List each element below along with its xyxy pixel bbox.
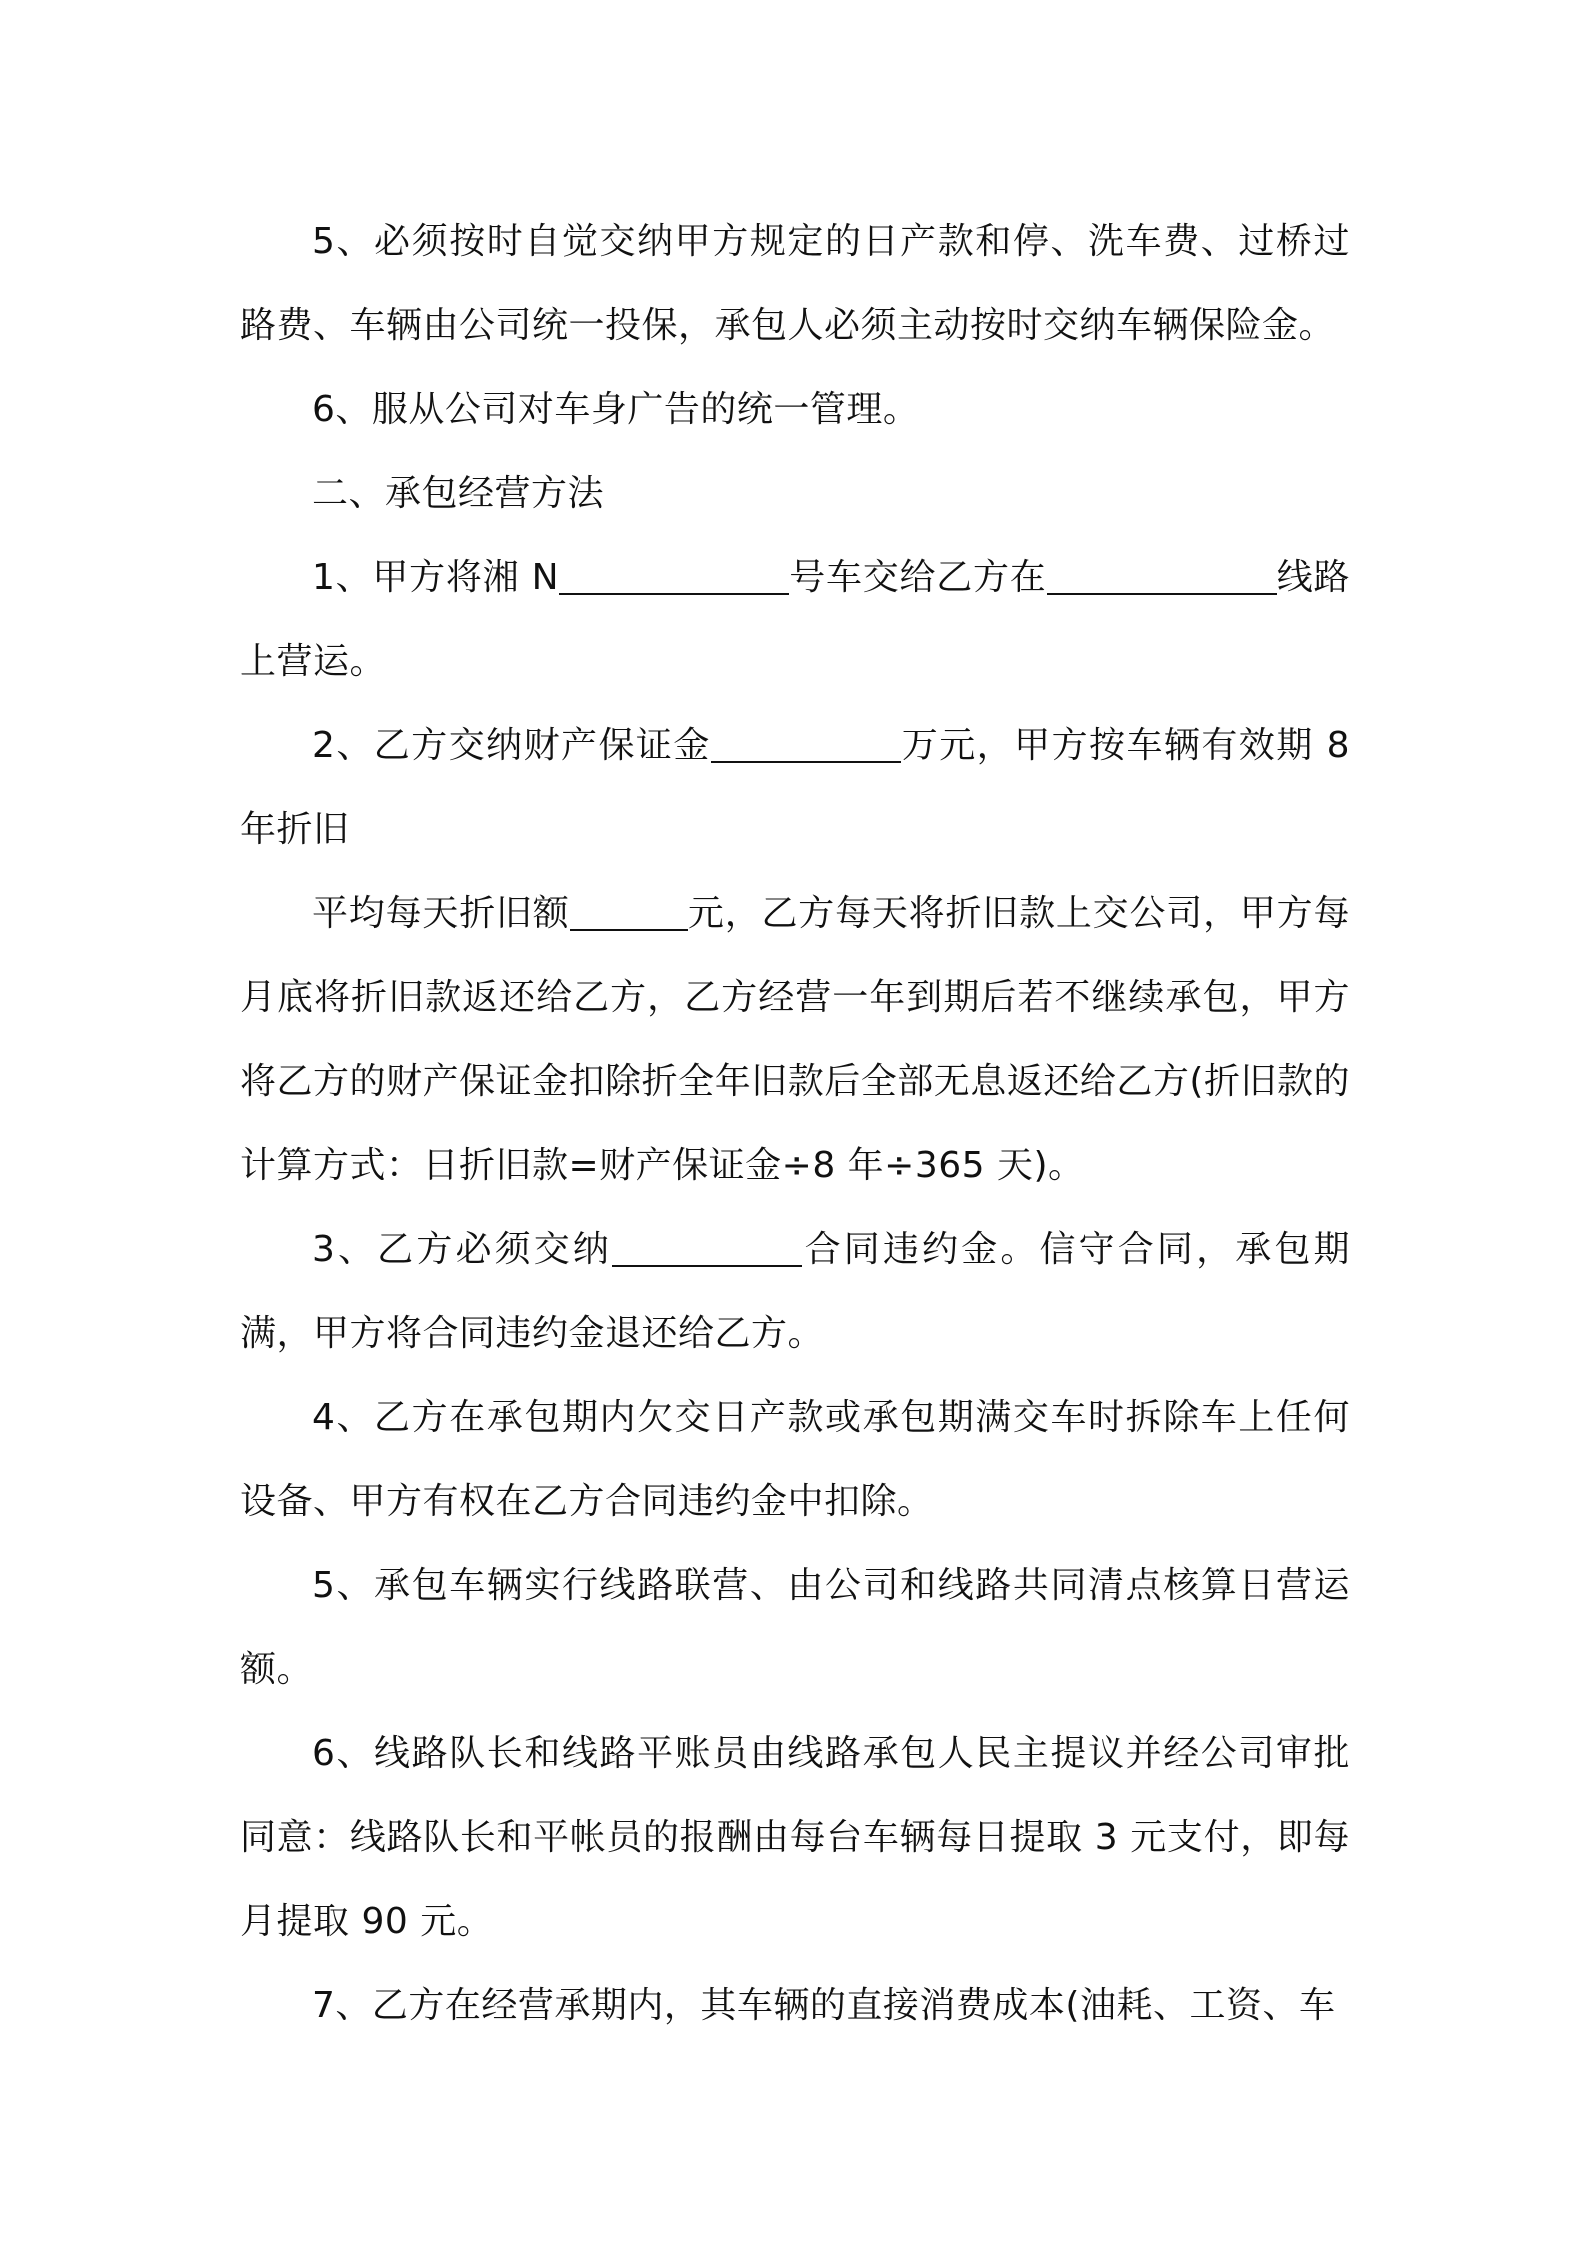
paragraph-3-penalty (240, 1208, 1350, 1376)
text-segment: 元，乙方每天将折旧款上交公司，甲方每月底将折旧款返还给乙方，乙方经营一年到期后若不继续承包，甲方将乙方的财产保证金扣除折全年旧款后全部无息返还给乙方(折旧款的计算方式：日折旧款=财产保证金÷8 年÷365 天)。 (240, 893, 1350, 1186)
section-heading-contract-method: 二、承包经营方法 (312, 473, 605, 514)
paragraph-6-route-captain: 6、线路队长和线路平账员由线路承包人民主提议并经公司审批同意：线路队长和平帐员的报酬由每台车辆每日提取 3 元支付，即每月提取 90 元。 (240, 1733, 1350, 1942)
paragraph-4-deduction: 4、乙方在承包期内欠交日产款或承包期满交车时拆除车上任何设备、甲方有权在乙方合同违约金中扣除。 (240, 1397, 1350, 1522)
paragraph-5-joint-operation: 5、承包车辆实行线路联营、由公司和线路共同清点核算日营运额。 (240, 1565, 1350, 1690)
text-segment: 万元，甲方按车辆有效期 8 年折旧 (240, 725, 1350, 850)
document-body (240, 200, 1350, 2048)
route-blank (1047, 553, 1277, 595)
deposit-amount-blank (711, 721, 901, 763)
paragraph-depreciation (240, 872, 1350, 1208)
text-segment: 3、乙方必须交纳 (312, 1229, 613, 1270)
text-segment: 线路上营运。 (240, 557, 1350, 682)
text-segment: 2、乙方交纳财产保证金 (312, 725, 711, 766)
paragraph-5-fees: 5、必须按时自觉交纳甲方规定的日产款和停、洗车费、过桥过路费、车辆由公司统一投保，承包人必须主动按时交纳车辆保险金。 (240, 221, 1350, 346)
penalty-amount-blank (612, 1225, 802, 1267)
text-segment: 号车交给乙方在 (789, 557, 1047, 598)
paragraph-1-vehicle-route (240, 536, 1350, 704)
paragraph-6-advertising: 6、服从公司对车身广告的统一管理。 (312, 389, 920, 430)
text-segment: 1、甲方将湘 N (312, 557, 560, 598)
text-segment: 合同违约金。信守合同，承包期满，甲方将合同违约金退还给乙方。 (240, 1229, 1350, 1354)
paragraph-2-deposit (240, 704, 1350, 872)
paragraph-7-operating-costs: 7、乙方在经营承期内，其车辆的直接消费成本(油耗、工资、车 (312, 1985, 1336, 2026)
plate-number-blank (559, 553, 789, 595)
text-segment: 平均每天折旧额 (312, 893, 570, 934)
daily-depreciation-blank (570, 889, 688, 931)
